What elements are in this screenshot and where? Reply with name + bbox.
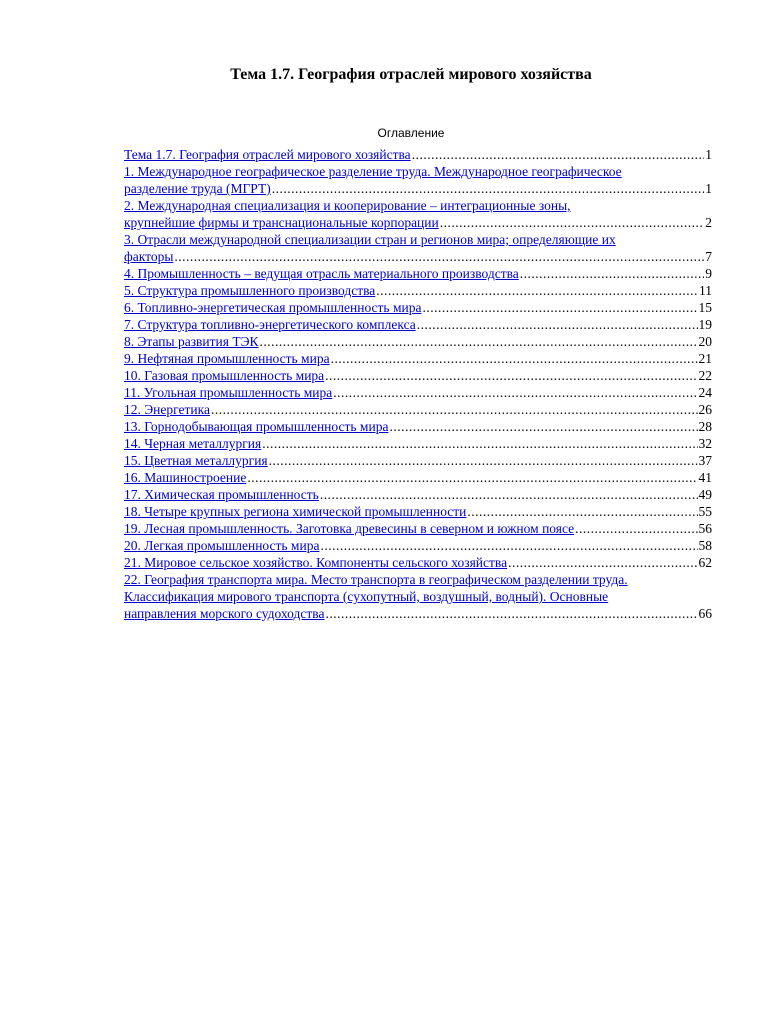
toc-page-number: 66 <box>698 606 712 621</box>
toc-entry[interactable] <box>124 367 712 384</box>
dot-leader <box>211 401 698 418</box>
dot-leader <box>272 180 705 197</box>
toc-entry[interactable] <box>124 299 712 316</box>
toc-link[interactable]: 16. Машиностроение <box>124 470 247 485</box>
dot-leader <box>575 520 697 537</box>
dot-leader <box>412 146 705 163</box>
toc-entry[interactable] <box>124 554 712 571</box>
toc-link[interactable]: 20. Легкая промышленность мира <box>124 538 320 553</box>
toc-link[interactable]: 1. Международное географическое разделение труда. Международное географическое <box>124 164 622 179</box>
dot-leader <box>467 503 697 520</box>
toc-heading: Оглавление <box>377 126 445 140</box>
toc-link[interactable]: 18. Четыре крупных региона химической промышленности <box>124 504 467 519</box>
toc-entry[interactable] <box>124 520 712 537</box>
toc-link[interactable]: факторы <box>124 249 174 264</box>
dot-leader <box>269 452 698 469</box>
document-title: Тема 1.7. География отраслей мирового хозяйства <box>230 66 592 83</box>
toc-link[interactable]: 2. Международная специализация и кооперирование – интеграционные зоны, <box>124 198 571 213</box>
toc-page-number: 49 <box>698 487 712 502</box>
toc-link[interactable]: Классификация мирового транспорта (сухопутный, воздушный, водный). Основные <box>124 589 609 604</box>
toc-entry[interactable] <box>124 571 712 622</box>
dot-leader <box>320 537 697 554</box>
toc-page-number: 32 <box>698 436 712 451</box>
toc-link[interactable]: 7. Структура топливно-энергетического комплекса <box>124 317 416 332</box>
toc-entry[interactable] <box>124 486 712 503</box>
dot-leader <box>422 299 697 316</box>
toc-entry[interactable] <box>124 146 712 163</box>
toc-page-number: 41 <box>698 470 712 485</box>
toc-page-number: 15 <box>698 300 712 315</box>
toc-page-number: 58 <box>698 538 712 553</box>
toc-entry[interactable] <box>124 384 712 401</box>
toc-page-number: 7 <box>705 249 712 264</box>
toc-link[interactable]: направления морского судоходства <box>124 606 325 621</box>
toc-page-number: 26 <box>698 402 712 417</box>
toc-page-number: 62 <box>698 555 712 570</box>
toc-page-number: 55 <box>698 504 712 519</box>
dot-leader <box>247 469 697 486</box>
dot-leader <box>333 384 697 401</box>
toc-page-number: 19 <box>698 317 712 332</box>
dot-leader <box>331 350 698 367</box>
toc-link[interactable]: 13. Горнодобывающая промышленность мира <box>124 419 389 434</box>
toc-link[interactable]: 8. Этапы развития ТЭК <box>124 334 259 349</box>
toc-page-number: 24 <box>698 385 712 400</box>
toc-link[interactable]: 15. Цветная металлургия <box>124 453 268 468</box>
toc-link[interactable]: 5. Структура промышленного производства <box>124 283 376 298</box>
toc-link[interactable]: 11. Угольная промышленность мира <box>124 385 333 400</box>
dot-leader <box>520 265 704 282</box>
toc-link[interactable]: крупнейшие фирмы и транснациональные корпорации <box>124 215 439 230</box>
toc-page-number: 2 <box>705 215 712 230</box>
dot-leader <box>174 248 704 265</box>
dot-leader <box>320 486 698 503</box>
toc-page-number: 9 <box>705 266 712 281</box>
toc-entry[interactable] <box>124 435 712 452</box>
toc-entry[interactable] <box>124 418 712 435</box>
dot-leader <box>440 214 705 231</box>
dot-leader <box>326 605 698 622</box>
toc-page-number: 1 <box>705 181 712 196</box>
toc-link[interactable]: разделение труда (МГРТ) <box>124 181 271 196</box>
toc-entry[interactable] <box>124 469 712 486</box>
toc-entry[interactable] <box>124 503 712 520</box>
toc-link[interactable]: 4. Промышленность – ведущая отрасль материального производства <box>124 266 519 281</box>
toc-entry[interactable] <box>124 316 712 333</box>
toc-page-number: 56 <box>698 521 712 536</box>
toc-entry[interactable] <box>124 350 712 367</box>
toc-page-number: 11 <box>699 283 712 298</box>
dot-leader <box>260 333 698 350</box>
toc-entry[interactable] <box>124 163 712 197</box>
toc-link[interactable]: 10. Газовая промышленность мира <box>124 368 325 383</box>
toc-page-number: 1 <box>705 147 712 162</box>
toc-link[interactable]: 3. Отрасли международной специализации стран и регионов мира; определяющие их <box>124 232 616 247</box>
table-of-contents <box>124 146 712 622</box>
toc-entry[interactable] <box>124 333 712 350</box>
toc-entry[interactable] <box>124 537 712 554</box>
toc-link[interactable]: 22. География транспорта мира. Место транспорта в географическом разделении труда. <box>124 572 628 587</box>
toc-link[interactable]: 17. Химическая промышленность <box>124 487 319 502</box>
toc-entry[interactable] <box>124 401 712 418</box>
toc-link[interactable]: 21. Мировое сельское хозяйство. Компоненты сельского хозяйства <box>124 555 508 570</box>
toc-link[interactable]: Тема 1.7. География отраслей мирового хозяйства <box>124 147 411 162</box>
toc-page-number: 28 <box>698 419 712 434</box>
dot-leader <box>262 435 697 452</box>
toc-link[interactable]: 9. Нефтяная промышленность мира <box>124 351 330 366</box>
toc-page-number: 21 <box>698 351 712 366</box>
toc-link[interactable]: 14. Черная металлургия <box>124 436 262 451</box>
toc-page-number: 37 <box>698 453 712 468</box>
toc-entry[interactable] <box>124 231 712 265</box>
toc-entry[interactable] <box>124 265 712 282</box>
toc-link[interactable]: 6. Топливно-энергетическая промышленность мира <box>124 300 422 315</box>
toc-entry[interactable] <box>124 282 712 299</box>
dot-leader <box>389 418 697 435</box>
dot-leader <box>325 367 697 384</box>
toc-page-number: 20 <box>698 334 712 349</box>
dot-leader <box>376 282 698 299</box>
toc-entry[interactable] <box>124 197 712 231</box>
dot-leader <box>508 554 697 571</box>
toc-entry[interactable] <box>124 452 712 469</box>
toc-link[interactable]: 12. Энергетика <box>124 402 210 417</box>
dot-leader <box>417 316 698 333</box>
toc-page-number: 22 <box>698 368 712 383</box>
toc-link[interactable]: 19. Лесная промышленность. Заготовка древесины в северном и южном поясе <box>124 521 575 536</box>
